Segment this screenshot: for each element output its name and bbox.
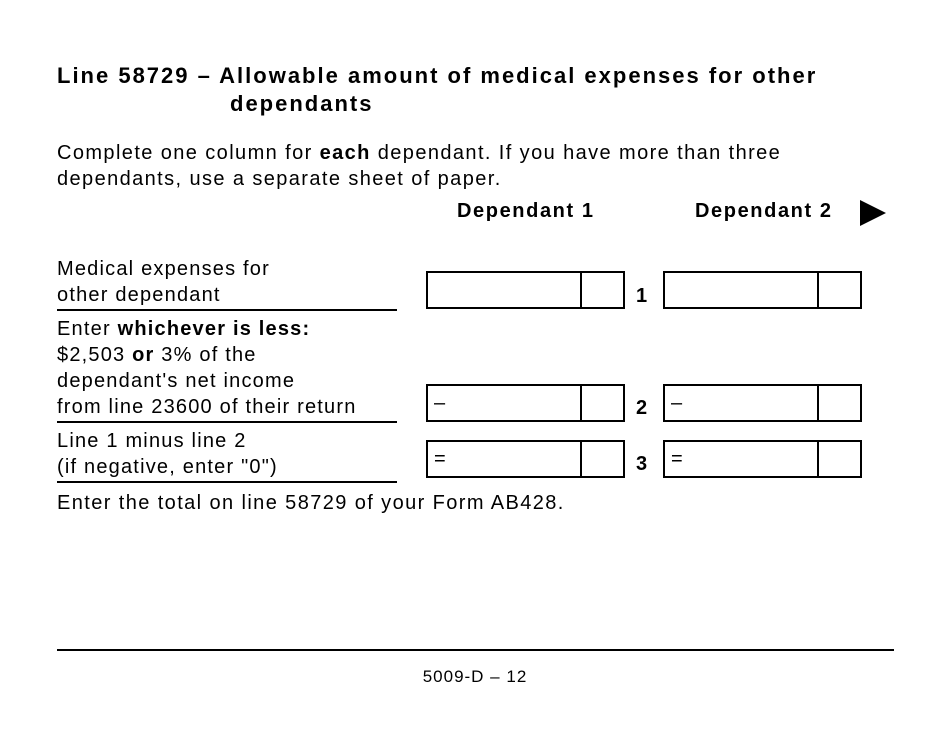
section-title [57, 62, 897, 118]
row-2-label-line-d: from line 23600 of their return [57, 396, 357, 418]
intro-bold: each [319, 142, 371, 164]
row-2-amount: $2,503 [57, 344, 133, 366]
right-triangle-arrow-icon [860, 200, 886, 226]
row-2-bold: whichever is less: [117, 318, 311, 340]
equals-sign: = [671, 448, 683, 470]
cents-divider [580, 442, 582, 476]
row-2-label-line-a [57, 316, 397, 342]
line-number-2: 2 [636, 397, 648, 419]
row-3-label-line-b: (if negative, enter "0") [57, 456, 278, 478]
row-1-label-line-b: other dependant [57, 284, 221, 306]
dependant-2-line-1-field[interactable] [663, 271, 862, 309]
row-2-or: or [132, 344, 155, 366]
intro-text-2: dependant. If you have more than three dependants, use a separate sheet of paper. [57, 142, 782, 190]
row-3-label [57, 428, 397, 483]
cents-divider [580, 386, 582, 420]
row-1-label [57, 256, 397, 311]
intro-text-1: Complete one column for [57, 142, 320, 164]
row-2-label-line-c: dependant's net income [57, 370, 296, 392]
line-number-3: 3 [636, 453, 648, 475]
dependant-2-line-3-field[interactable] [663, 440, 862, 478]
footer-rule [57, 649, 894, 651]
dependant-1-line-3-field[interactable] [426, 440, 625, 478]
row-2-label-line-b [57, 342, 397, 368]
cents-divider [580, 273, 582, 307]
intro-paragraph [57, 140, 897, 192]
line-number-1: 1 [636, 285, 648, 307]
dependant-1-line-2-field[interactable] [426, 384, 625, 422]
title-line-1: Line 58729 – Allowable amount of medical expenses for other [57, 63, 818, 88]
row-3-label-line-a: Line 1 minus line 2 [57, 430, 247, 452]
cents-divider [817, 273, 819, 307]
column-header-dependant-1: Dependant 1 [457, 200, 595, 222]
dependant-1-line-1-field[interactable] [426, 271, 625, 309]
row-2-percent: 3% of the [154, 344, 257, 366]
dependant-2-line-2-field[interactable] [663, 384, 862, 422]
row-2-prefix: Enter [57, 318, 118, 340]
cents-divider [817, 442, 819, 476]
column-header-dependant-2: Dependant 2 [695, 200, 833, 222]
footer-instruction: Enter the total on line 58729 of your Form AB428. [57, 492, 565, 514]
minus-sign: – [434, 392, 446, 414]
row-1-label-line-a: Medical expenses for [57, 258, 270, 280]
row-2-label [57, 316, 397, 423]
page-number: 5009-D – 12 [422, 667, 528, 686]
equals-sign: = [434, 448, 446, 470]
minus-sign: – [671, 392, 683, 414]
title-line-2: dependants [230, 91, 374, 116]
cents-divider [817, 386, 819, 420]
